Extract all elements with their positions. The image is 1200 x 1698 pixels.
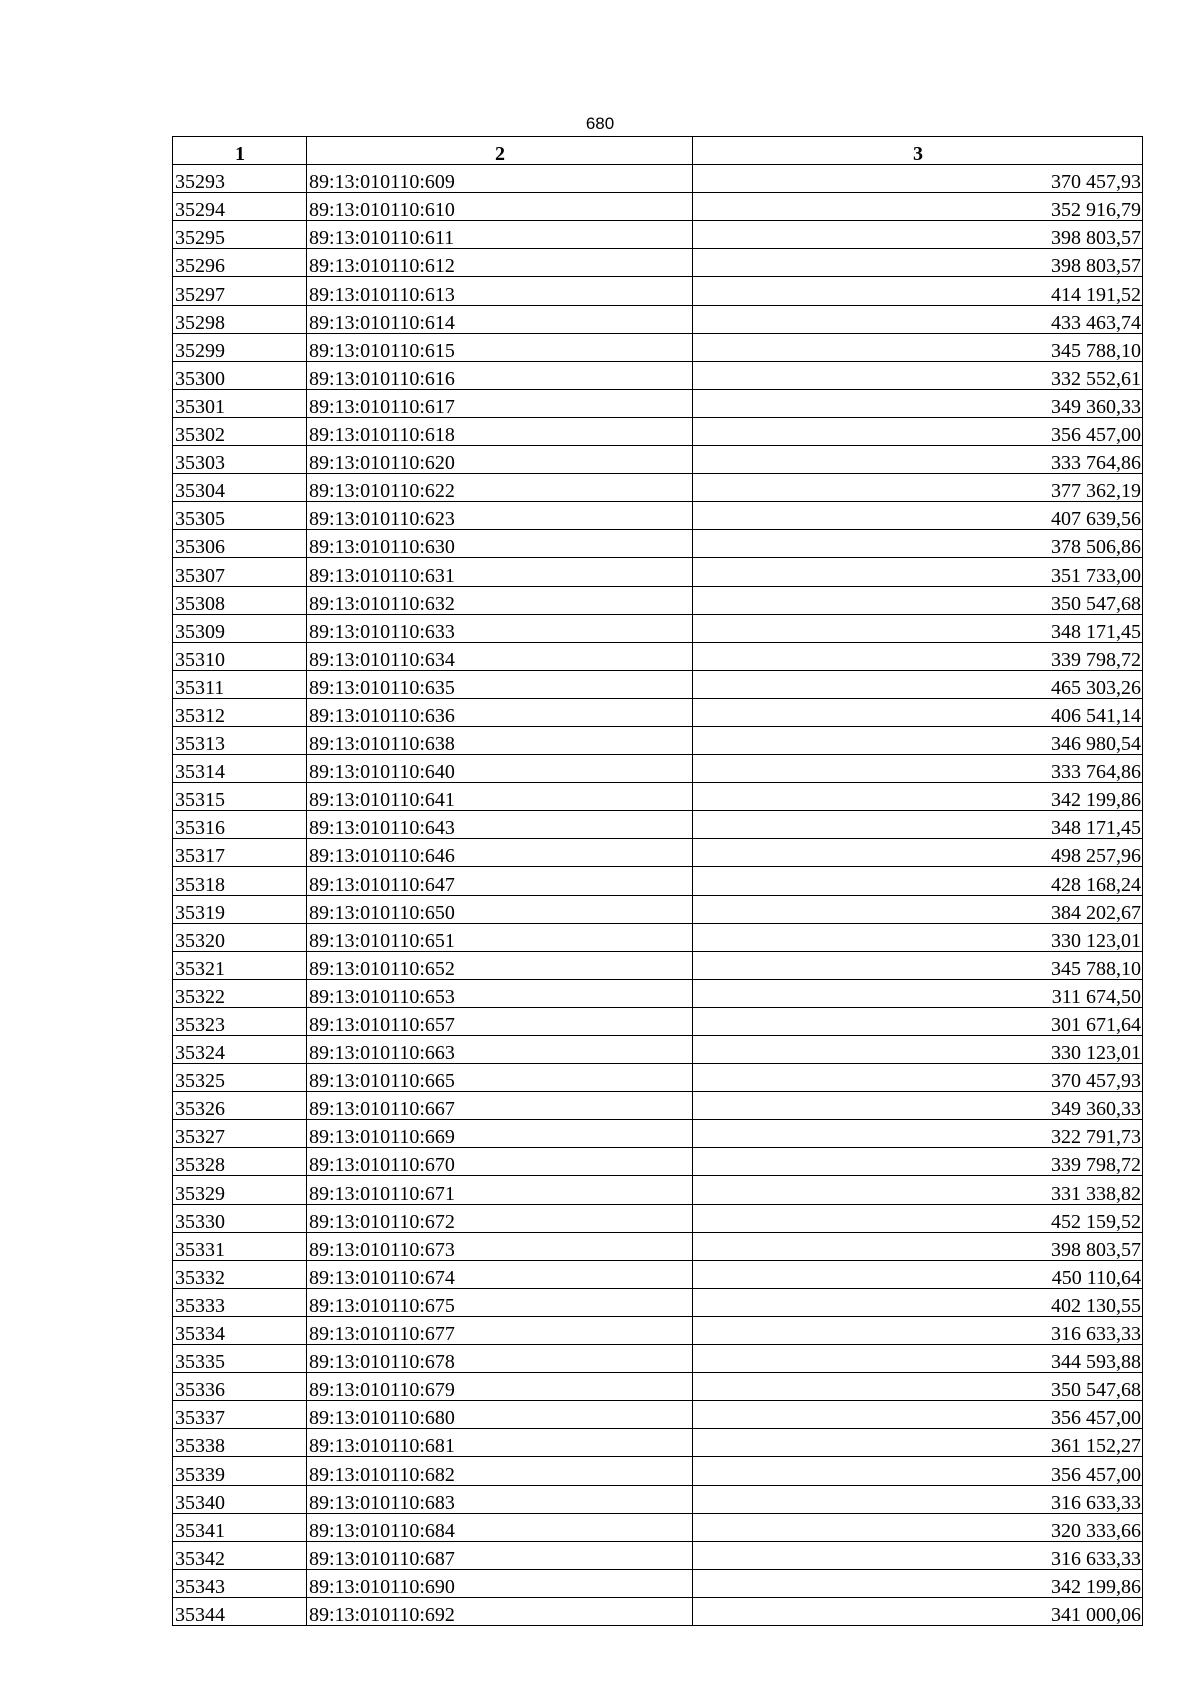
value-cell: 320 333,66	[693, 1513, 1143, 1541]
cadastral-number-cell: 89:13:010110:690	[307, 1569, 693, 1597]
value-cell: 465 303,26	[693, 670, 1143, 698]
cadastral-number-cell: 89:13:010110:640	[307, 755, 693, 783]
row-number-cell: 35331	[173, 1232, 307, 1260]
row-number-cell: 35330	[173, 1204, 307, 1232]
row-number-cell: 35313	[173, 726, 307, 754]
value-cell: 450 110,64	[693, 1260, 1143, 1288]
cadastral-number-cell: 89:13:010110:678	[307, 1345, 693, 1373]
value-cell: 316 633,33	[693, 1541, 1143, 1569]
data-table	[172, 136, 1143, 1626]
cadastral-number-cell: 89:13:010110:623	[307, 502, 693, 530]
row-number-cell: 35298	[173, 305, 307, 333]
value-cell: 345 788,10	[693, 951, 1143, 979]
row-number-cell: 35323	[173, 1007, 307, 1035]
table-row	[173, 1373, 1143, 1401]
row-number-cell: 35311	[173, 670, 307, 698]
value-cell: 498 257,96	[693, 839, 1143, 867]
value-cell: 322 791,73	[693, 1120, 1143, 1148]
value-cell: 361 152,27	[693, 1429, 1143, 1457]
column-header-3: 3	[693, 137, 1143, 165]
table-row	[173, 1485, 1143, 1513]
table-row	[173, 1260, 1143, 1288]
cadastral-number-cell: 89:13:010110:673	[307, 1232, 693, 1260]
cadastral-number-cell: 89:13:010110:617	[307, 389, 693, 417]
value-cell: 316 633,33	[693, 1485, 1143, 1513]
table-row	[173, 530, 1143, 558]
cadastral-number-cell: 89:13:010110:684	[307, 1513, 693, 1541]
row-number-cell: 35327	[173, 1120, 307, 1148]
table-row	[173, 1148, 1143, 1176]
table-row	[173, 277, 1143, 305]
value-cell: 356 457,00	[693, 1401, 1143, 1429]
value-cell: 342 199,86	[693, 783, 1143, 811]
table-row	[173, 586, 1143, 614]
row-number-cell: 35335	[173, 1345, 307, 1373]
row-number-cell: 35316	[173, 811, 307, 839]
value-cell: 406 541,14	[693, 698, 1143, 726]
value-cell: 402 130,55	[693, 1288, 1143, 1316]
cadastral-number-cell: 89:13:010110:651	[307, 923, 693, 951]
value-cell: 377 362,19	[693, 474, 1143, 502]
table-row	[173, 165, 1143, 193]
value-cell: 316 633,33	[693, 1316, 1143, 1344]
row-number-cell: 35328	[173, 1148, 307, 1176]
value-cell: 333 764,86	[693, 446, 1143, 474]
table-row	[173, 558, 1143, 586]
cadastral-number-cell: 89:13:010110:632	[307, 586, 693, 614]
row-number-cell: 35336	[173, 1373, 307, 1401]
table-row	[173, 839, 1143, 867]
value-cell: 348 171,45	[693, 811, 1143, 839]
table-row	[173, 417, 1143, 445]
row-number-cell: 35338	[173, 1429, 307, 1457]
row-number-cell: 35294	[173, 193, 307, 221]
cadastral-number-cell: 89:13:010110:657	[307, 1007, 693, 1035]
cadastral-number-cell: 89:13:010110:620	[307, 446, 693, 474]
cadastral-number-cell: 89:13:010110:663	[307, 1036, 693, 1064]
cadastral-number-cell: 89:13:010110:652	[307, 951, 693, 979]
cadastral-number-cell: 89:13:010110:650	[307, 895, 693, 923]
value-cell: 350 547,68	[693, 586, 1143, 614]
cadastral-number-cell: 89:13:010110:683	[307, 1485, 693, 1513]
value-cell: 414 191,52	[693, 277, 1143, 305]
table-row	[173, 783, 1143, 811]
value-cell: 346 980,54	[693, 726, 1143, 754]
table-row	[173, 642, 1143, 670]
row-number-cell: 35317	[173, 839, 307, 867]
cadastral-number-cell: 89:13:010110:679	[307, 1373, 693, 1401]
table-row	[173, 614, 1143, 642]
cadastral-number-cell: 89:13:010110:638	[307, 726, 693, 754]
table-row	[173, 923, 1143, 951]
cadastral-number-cell: 89:13:010110:609	[307, 165, 693, 193]
cadastral-number-cell: 89:13:010110:634	[307, 642, 693, 670]
table-row	[173, 1288, 1143, 1316]
row-number-cell: 35333	[173, 1288, 307, 1316]
table-row	[173, 502, 1143, 530]
value-cell: 356 457,00	[693, 1457, 1143, 1485]
cadastral-number-cell: 89:13:010110:615	[307, 333, 693, 361]
row-number-cell: 35332	[173, 1260, 307, 1288]
row-number-cell: 35303	[173, 446, 307, 474]
row-number-cell: 35314	[173, 755, 307, 783]
value-cell: 342 199,86	[693, 1569, 1143, 1597]
cadastral-number-cell: 89:13:010110:680	[307, 1401, 693, 1429]
cadastral-number-cell: 89:13:010110:667	[307, 1092, 693, 1120]
row-number-cell: 35344	[173, 1597, 307, 1625]
table-row	[173, 333, 1143, 361]
value-cell: 384 202,67	[693, 895, 1143, 923]
cadastral-number-cell: 89:13:010110:636	[307, 698, 693, 726]
row-number-cell: 35299	[173, 333, 307, 361]
cadastral-number-cell: 89:13:010110:653	[307, 979, 693, 1007]
row-number-cell: 35293	[173, 165, 307, 193]
row-number-cell: 35305	[173, 502, 307, 530]
table-row	[173, 221, 1143, 249]
value-cell: 345 788,10	[693, 333, 1143, 361]
row-number-cell: 35324	[173, 1036, 307, 1064]
column-header-1: 1	[173, 137, 307, 165]
row-number-cell: 35319	[173, 895, 307, 923]
table-header	[173, 137, 1143, 165]
cadastral-number-cell: 89:13:010110:630	[307, 530, 693, 558]
table-row	[173, 1176, 1143, 1204]
value-cell: 332 552,61	[693, 361, 1143, 389]
table-row	[173, 1429, 1143, 1457]
row-number-cell: 35326	[173, 1092, 307, 1120]
cadastral-number-cell: 89:13:010110:675	[307, 1288, 693, 1316]
row-number-cell: 35337	[173, 1401, 307, 1429]
row-number-cell: 35341	[173, 1513, 307, 1541]
value-cell: 333 764,86	[693, 755, 1143, 783]
table-row	[173, 670, 1143, 698]
table-row	[173, 474, 1143, 502]
table-row	[173, 1597, 1143, 1625]
cadastral-number-cell: 89:13:010110:692	[307, 1597, 693, 1625]
cadastral-number-cell: 89:13:010110:633	[307, 614, 693, 642]
row-number-cell: 35334	[173, 1316, 307, 1344]
table-row	[173, 1064, 1143, 1092]
cadastral-number-cell: 89:13:010110:671	[307, 1176, 693, 1204]
value-cell: 352 916,79	[693, 193, 1143, 221]
value-cell: 398 803,57	[693, 249, 1143, 277]
column-header-2: 2	[307, 137, 693, 165]
row-number-cell: 35325	[173, 1064, 307, 1092]
row-number-cell: 35342	[173, 1541, 307, 1569]
value-cell: 311 674,50	[693, 979, 1143, 1007]
cadastral-number-cell: 89:13:010110:681	[307, 1429, 693, 1457]
table-row	[173, 867, 1143, 895]
value-cell: 398 803,57	[693, 1232, 1143, 1260]
cadastral-number-cell: 89:13:010110:610	[307, 193, 693, 221]
table-row	[173, 726, 1143, 754]
value-cell: 398 803,57	[693, 221, 1143, 249]
table-row	[173, 249, 1143, 277]
table-row	[173, 1007, 1143, 1035]
value-cell: 331 338,82	[693, 1176, 1143, 1204]
cadastral-number-cell: 89:13:010110:647	[307, 867, 693, 895]
value-cell: 356 457,00	[693, 417, 1143, 445]
table-row	[173, 446, 1143, 474]
table-row	[173, 951, 1143, 979]
table-row	[173, 1345, 1143, 1373]
row-number-cell: 35306	[173, 530, 307, 558]
cadastral-number-cell: 89:13:010110:672	[307, 1204, 693, 1232]
cadastral-number-cell: 89:13:010110:635	[307, 670, 693, 698]
cadastral-number-cell: 89:13:010110:682	[307, 1457, 693, 1485]
row-number-cell: 35318	[173, 867, 307, 895]
header-row	[173, 137, 1143, 165]
value-cell: 339 798,72	[693, 1148, 1143, 1176]
table-row	[173, 1569, 1143, 1597]
table-row	[173, 361, 1143, 389]
value-cell: 349 360,33	[693, 389, 1143, 417]
table-row	[173, 1204, 1143, 1232]
table-row	[173, 1401, 1143, 1429]
value-cell: 351 733,00	[693, 558, 1143, 586]
cadastral-number-cell: 89:13:010110:665	[307, 1064, 693, 1092]
value-cell: 428 168,24	[693, 867, 1143, 895]
value-cell: 344 593,88	[693, 1345, 1143, 1373]
value-cell: 433 463,74	[693, 305, 1143, 333]
value-cell: 330 123,01	[693, 923, 1143, 951]
cadastral-number-cell: 89:13:010110:611	[307, 221, 693, 249]
row-number-cell: 35320	[173, 923, 307, 951]
cadastral-number-cell: 89:13:010110:687	[307, 1541, 693, 1569]
table-row	[173, 979, 1143, 1007]
table-row	[173, 1457, 1143, 1485]
cadastral-number-cell: 89:13:010110:622	[307, 474, 693, 502]
table-row	[173, 1092, 1143, 1120]
cadastral-number-cell: 89:13:010110:613	[307, 277, 693, 305]
table-row	[173, 698, 1143, 726]
cadastral-number-cell: 89:13:010110:641	[307, 783, 693, 811]
cadastral-number-cell: 89:13:010110:631	[307, 558, 693, 586]
row-number-cell: 35343	[173, 1569, 307, 1597]
table-row	[173, 193, 1143, 221]
row-number-cell: 35307	[173, 558, 307, 586]
table-row	[173, 755, 1143, 783]
table-row	[173, 895, 1143, 923]
row-number-cell: 35297	[173, 277, 307, 305]
row-number-cell: 35295	[173, 221, 307, 249]
cadastral-number-cell: 89:13:010110:612	[307, 249, 693, 277]
table-row	[173, 1316, 1143, 1344]
value-cell: 348 171,45	[693, 614, 1143, 642]
cadastral-number-cell: 89:13:010110:674	[307, 1260, 693, 1288]
cadastral-number-cell: 89:13:010110:616	[307, 361, 693, 389]
value-cell: 330 123,01	[693, 1036, 1143, 1064]
value-cell: 301 671,64	[693, 1007, 1143, 1035]
table-row	[173, 389, 1143, 417]
row-number-cell: 35301	[173, 389, 307, 417]
row-number-cell: 35315	[173, 783, 307, 811]
value-cell: 452 159,52	[693, 1204, 1143, 1232]
table-row	[173, 1120, 1143, 1148]
table-row	[173, 811, 1143, 839]
cadastral-number-cell: 89:13:010110:670	[307, 1148, 693, 1176]
value-cell: 350 547,68	[693, 1373, 1143, 1401]
table-row	[173, 305, 1143, 333]
row-number-cell: 35322	[173, 979, 307, 1007]
cadastral-number-cell: 89:13:010110:646	[307, 839, 693, 867]
row-number-cell: 35309	[173, 614, 307, 642]
cadastral-number-cell: 89:13:010110:669	[307, 1120, 693, 1148]
cadastral-number-cell: 89:13:010110:677	[307, 1316, 693, 1344]
value-cell: 407 639,56	[693, 502, 1143, 530]
row-number-cell: 35296	[173, 249, 307, 277]
table-row	[173, 1541, 1143, 1569]
cadastral-number-cell: 89:13:010110:614	[307, 305, 693, 333]
value-cell: 349 360,33	[693, 1092, 1143, 1120]
value-cell: 370 457,93	[693, 1064, 1143, 1092]
row-number-cell: 35300	[173, 361, 307, 389]
row-number-cell: 35339	[173, 1457, 307, 1485]
row-number-cell: 35304	[173, 474, 307, 502]
value-cell: 370 457,93	[693, 165, 1143, 193]
cadastral-number-cell: 89:13:010110:618	[307, 417, 693, 445]
value-cell: 339 798,72	[693, 642, 1143, 670]
table-row	[173, 1513, 1143, 1541]
table-row	[173, 1232, 1143, 1260]
row-number-cell: 35308	[173, 586, 307, 614]
value-cell: 341 000,06	[693, 1597, 1143, 1625]
value-cell: 378 506,86	[693, 530, 1143, 558]
row-number-cell: 35329	[173, 1176, 307, 1204]
row-number-cell: 35302	[173, 417, 307, 445]
row-number-cell: 35312	[173, 698, 307, 726]
table-body	[173, 165, 1143, 1626]
cadastral-number-cell: 89:13:010110:643	[307, 811, 693, 839]
table-row	[173, 1036, 1143, 1064]
row-number-cell: 35321	[173, 951, 307, 979]
row-number-cell: 35310	[173, 642, 307, 670]
page-number: 680	[585, 114, 615, 133]
row-number-cell: 35340	[173, 1485, 307, 1513]
